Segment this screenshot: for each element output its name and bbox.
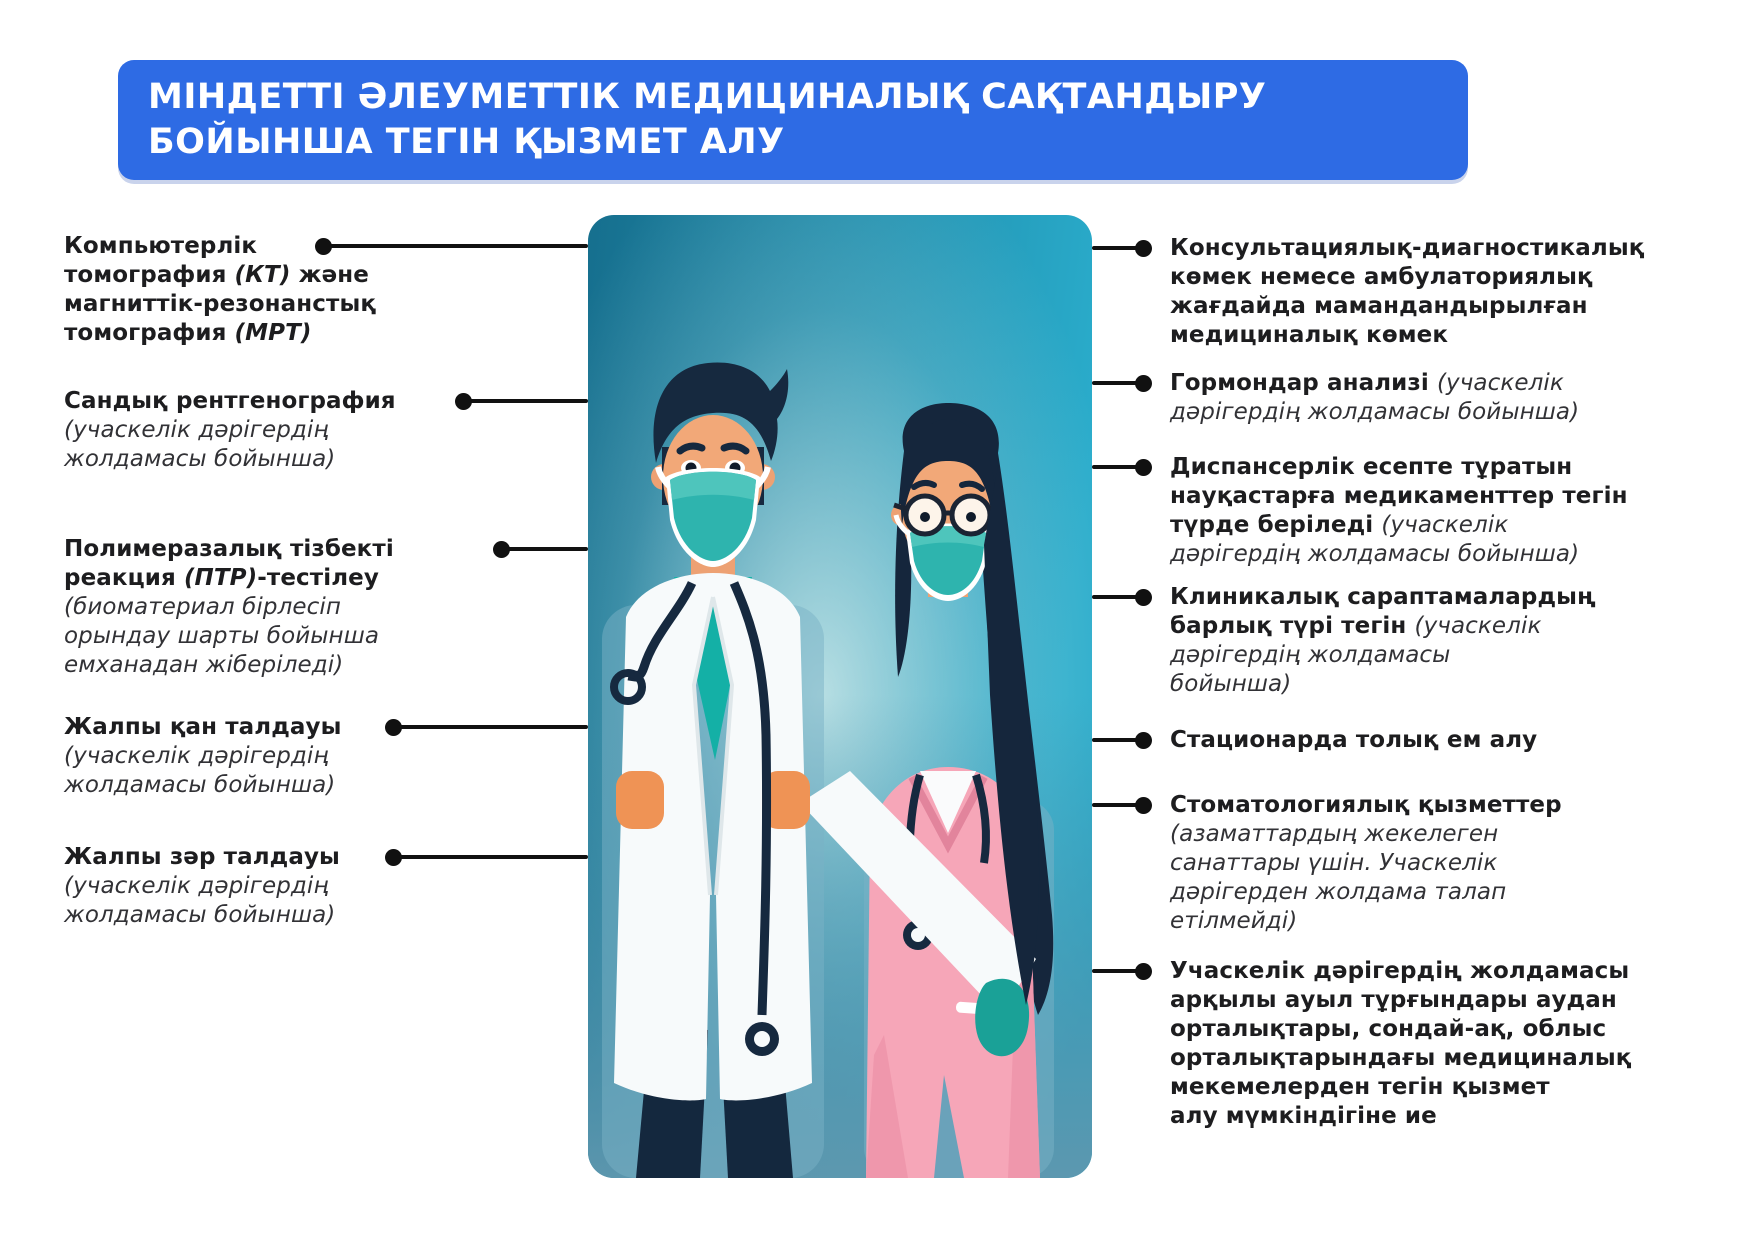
callout-urine-test [64,843,340,930]
callout-dental-services [1170,791,1562,936]
connector-line [393,725,588,729]
text-line: дәрігерден жолдама талап [1170,879,1507,905]
text-line: дәрігердің жолдамасы [1170,642,1451,668]
connector-line [323,244,588,248]
text-line: Жалпы қан талдауы [64,714,342,740]
connector-dot [385,849,402,866]
connector-dot [315,238,332,255]
teal-glove [975,979,1029,1056]
text-line: (азаматтардың жекелеген [1170,821,1499,847]
text-line: арқылы ауыл тұрғындары аудан [1170,987,1617,1013]
text-line: Учаскелік дәрігердің жолдамасы [1170,958,1630,984]
text-line: дәрігердің жолдамасы бойынша) [1170,541,1580,567]
text-line: жағдайда мамандандырылған [1170,293,1588,319]
text-line: Компьютерлік [64,233,258,259]
text-line: түрде беріледі (учаскелік [1170,512,1509,538]
text-line: (учаскелік дәрігердің [64,743,329,769]
callout-inpatient-care [1170,726,1537,755]
text-line: санаттары үшін. Учаскелік [1170,850,1498,876]
callout-consultative-care [1170,234,1644,350]
text-line: дәрігердің жолдамасы бойынша) [1170,399,1580,425]
connector-dot [1135,732,1152,749]
text-line: барлық түрі тегін (учаскелік [1170,613,1542,639]
medical-staff-illustration [588,215,1092,1178]
text-line: Консультациялық-диагностикалық [1170,235,1645,261]
text-line: (учаскелік дәрігердің [64,873,329,899]
text-line: Гормондар анализі (учаскелік [1170,370,1564,396]
text-line: Стоматологиялық қызметтер [1170,792,1562,818]
doctor-coat [614,573,713,1100]
text-line: Сандық рентгенография [64,388,396,414]
header-banner [118,60,1468,180]
doctors-illustration-svg [588,215,1092,1178]
connector-dot [1135,240,1152,257]
connector-dot [385,719,402,736]
text-line: медициналық көмек [1170,322,1449,348]
text-line: бойынша) [1170,671,1292,697]
callout-clinical-examinations [1170,583,1596,699]
text-line: көмек немесе амбулаториялық [1170,264,1593,290]
text-line: Клиникалық сараптамалардың [1170,584,1596,610]
connector-dot [1135,375,1152,392]
text-line: Жалпы зәр талдауы [64,844,340,870]
text-line: томография (МРТ) [64,320,312,346]
text-line: емханадан жіберіледі) [64,652,344,678]
text-line: науқастарға медикаменттер тегін [1170,483,1628,509]
text-line: алу мүмкіндігіне ие [1170,1103,1437,1129]
connector-line [501,547,588,551]
text-line: томография (КТ) және [64,262,369,288]
connector-dot [1135,589,1152,606]
text-line: Стационарда толық ем алу [1170,727,1538,753]
text-line: орындау шарты бойынша [64,623,380,649]
connector-line [393,855,588,859]
text-line: Диспансерлік есепте тұратын [1170,454,1573,480]
callout-digital-xray [64,387,396,474]
callout-hormone-analysis [1170,369,1579,427]
text-line: жолдамасы бойынша) [64,772,336,798]
callout-rural-access [1170,957,1632,1131]
page-title: МІНДЕТТІ ӘЛЕУМЕТТІК МЕДИЦИНАЛЫҚ САҚТАНДЫРУ БОЙЫНША ТЕГІН ҚЫЗМЕТ АЛУ [148,77,1267,162]
text-line: орталықтары, сондай-ақ, облыс [1170,1016,1607,1042]
text-line: магниттік-резонанстық [64,291,377,317]
text-line: (учаскелік дәрігердің [64,417,329,443]
callout-pcr-test [64,535,394,680]
connector-dot [1135,797,1152,814]
text-line: (биоматериал бірлесіп [64,594,342,620]
connector-dot [493,541,510,558]
text-line: орталықтарындағы медициналық [1170,1045,1632,1071]
text-line: етілмейді) [1170,908,1298,934]
text-line: реакция (ПТР)-тестілеу [64,565,379,591]
connector-line [463,399,588,403]
text-line: Полимеразалық тізбекті [64,536,394,562]
text-line: жолдамасы бойынша) [64,446,336,472]
connector-dot [1135,459,1152,476]
callout-dispensary-medicines [1170,453,1628,569]
connector-dot [455,393,472,410]
callout-blood-test [64,713,342,800]
text-line: жолдамасы бойынша) [64,902,336,928]
doctor-left-hand [616,771,664,829]
text-line: мекемелерден тегін қызмет [1170,1074,1550,1100]
connector-dot [1135,963,1152,980]
